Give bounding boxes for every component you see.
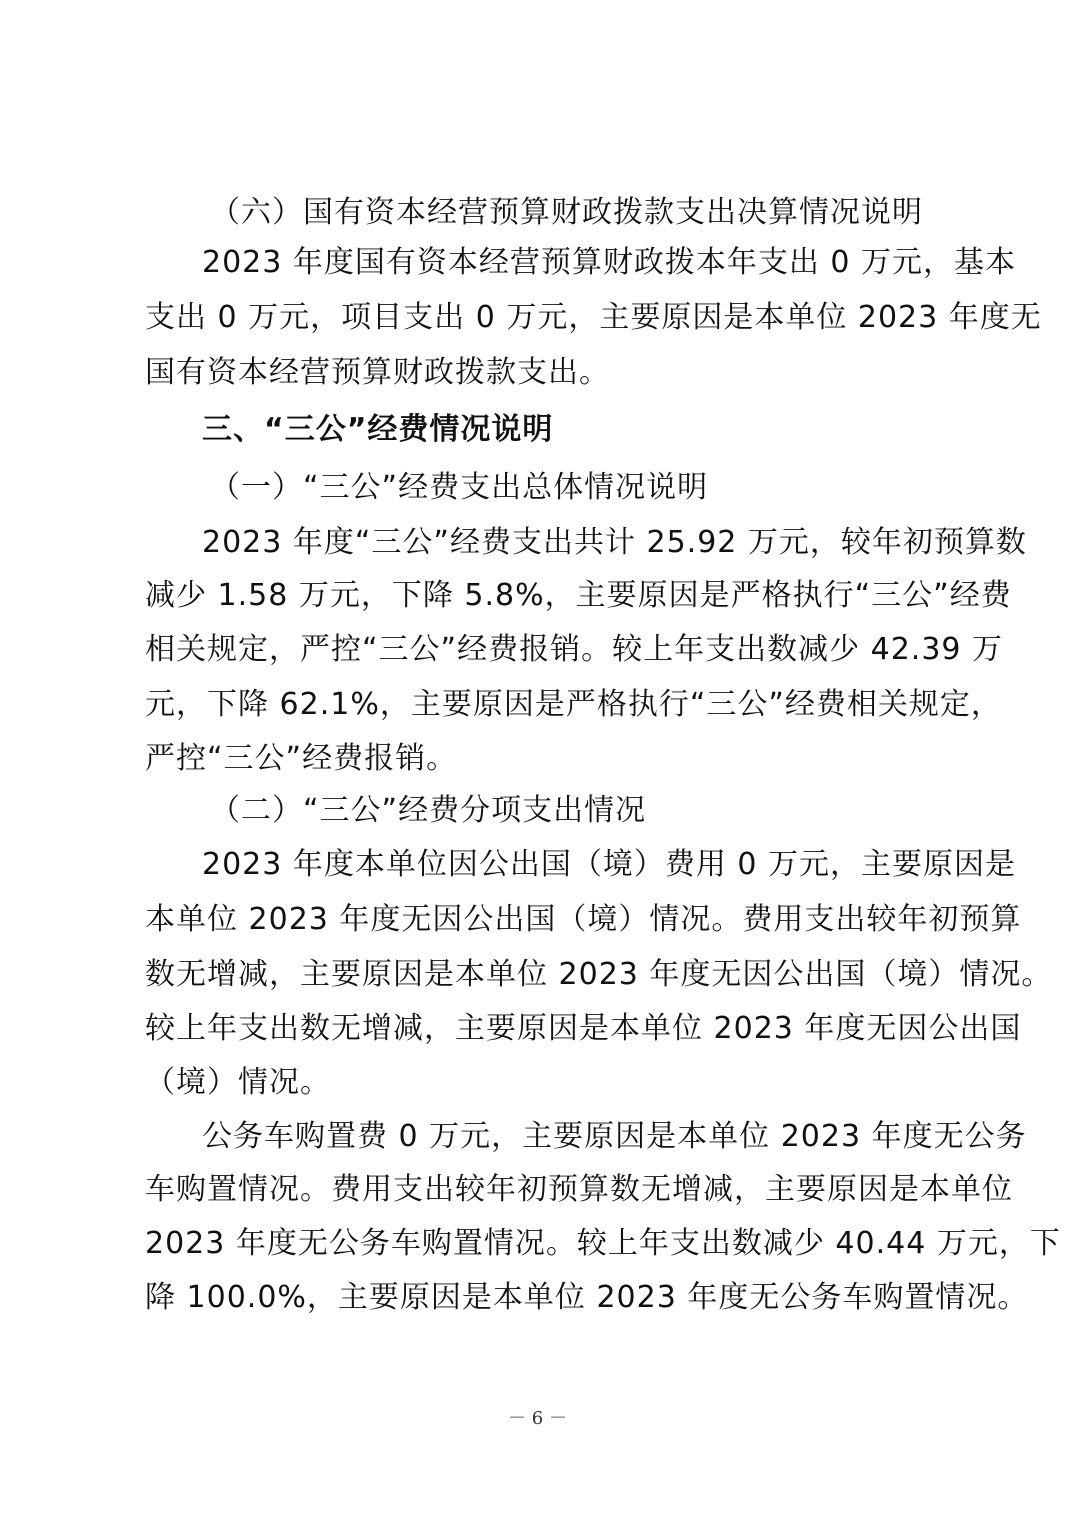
paragraph-line: 车购置情况。费用支出较年初预算数无增减，主要原因是本单位 [145, 1172, 1013, 1207]
paragraph-line: 较上年支出数无增减，主要原因是本单位 2023 年度无因公出国 [145, 1011, 1022, 1046]
section-six-heading: （六）国有资本经营预算财政拨款支出决算情况说明 [210, 195, 923, 230]
paragraph-line: 本单位 2023 年度无因公出国（境）情况。费用支出较年初预算 [145, 902, 1022, 937]
subsection-one-heading: （一）“三公”经费支出总体情况说明 [210, 470, 709, 505]
paragraph-line: 减少 1.58 万元，下降 5.8%，主要原因是严格执行“三公”经费 [145, 578, 1012, 613]
paragraph-line: 降 100.0%，主要原因是本单位 2023 年度无公务车购置情况。 [145, 1280, 1029, 1315]
paragraph-line: 国有资本经营预算财政拨款支出。 [145, 355, 610, 390]
paragraph-line: 2023 年度“三公”经费支出共计 25.92 万元，较年初预算数 [202, 525, 1027, 560]
section-three-heading: 三、“三公”经费情况说明 [202, 412, 554, 447]
paragraph-line: 2023 年度无公务车购置情况。较上年支出数减少 40.44 万元，下 [145, 1226, 1061, 1261]
page-number: － 6 － [508, 1408, 567, 1429]
paragraph-line: 数无增减，主要原因是本单位 2023 年度无因公出国（境）情况。 [145, 957, 1053, 992]
paragraph-line: 公务车购置费 0 万元，主要原因是本单位 2023 年度无公务 [202, 1119, 1027, 1154]
paragraph-line: 2023 年度本单位因公出国（境）费用 0 万元，主要原因是 [202, 847, 1017, 882]
paragraph-line: 元，下降 62.1%，主要原因是严格执行“三公”经费相关规定， [145, 687, 1002, 722]
paragraph-line: （境）情况。 [145, 1065, 331, 1100]
paragraph-line: 相关规定，严控“三公”经费报销。较上年支出数减少 42.39 万 [145, 632, 1004, 667]
paragraph-line: 2023 年度国有资本经营预算财政拨本年支出 0 万元，基本 [202, 245, 1017, 280]
paragraph-line: 严控“三公”经费报销。 [145, 741, 458, 776]
subsection-two-heading: （二）“三公”经费分项支出情况 [210, 793, 647, 828]
paragraph-line: 支出 0 万元，项目支出 0 万元，主要原因是本单位 2023 年度无 [145, 300, 1042, 335]
